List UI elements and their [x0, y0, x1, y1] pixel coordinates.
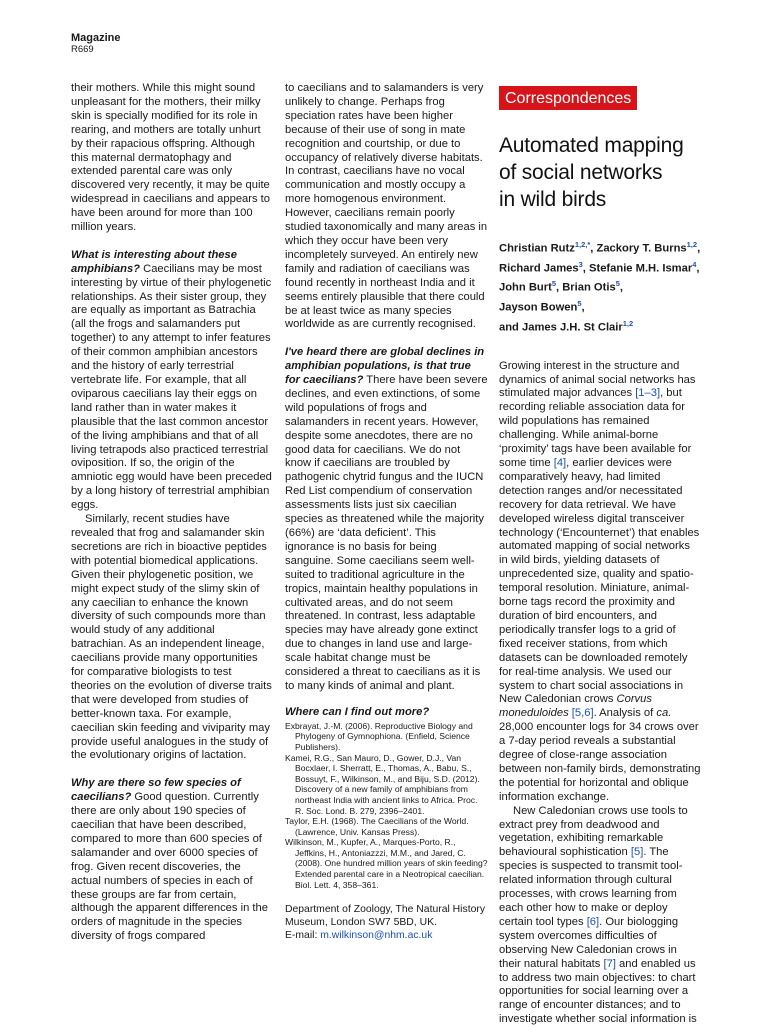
- author-affil-mark[interactable]: 1,2: [622, 318, 634, 328]
- citation-link[interactable]: [5,6]: [571, 707, 594, 720]
- reference-list: [285, 721, 488, 891]
- citation-link[interactable]: [6]: [586, 915, 600, 928]
- author-name: Stefanie M.H. Ismar: [589, 262, 693, 275]
- paragraph: to caecilians and to salamanders is very unlikely to change. Perhaps frog speciation rates have been higher because of their use of song in mate recognition and courtship, or due to occupancy of relatively diverse habitats. In contrast, caecilians have no vocal communication and mostly occupy a more homogenous environment. However, caecilians remain poorly studied taxonomically and many areas in which they occur have been very incompletely surveyed. An entirely new family and radiation of caecilians was found recently in northeast India and it seems entirely plausible that there could be at least twice as many species worldwide as are currently recognised.: [285, 82, 488, 331]
- author-name: Brian Otis: [562, 282, 616, 295]
- abbrev-ca: ca.: [656, 707, 672, 720]
- question-heading: I've heard there are global declines in amphibian populations, is that true for caecilians?: [285, 346, 485, 387]
- email-link[interactable]: m.wilkinson@nhm.ac.uk: [320, 929, 433, 941]
- paragraph: [499, 805, 701, 1027]
- author-name: Richard James: [499, 262, 579, 275]
- species-name: Corvus moneduloides: [499, 693, 652, 720]
- author-affil-mark[interactable]: 5: [577, 299, 582, 309]
- citation-link[interactable]: [5]: [630, 846, 644, 859]
- paragraph: [71, 249, 273, 513]
- paragraph: [71, 777, 273, 944]
- author-affil-mark[interactable]: 1,2: [686, 240, 698, 249]
- text-run: and enabled us to address two main objectives: to chart opportunities for social learning over a range of encounter distances; and to investigate whether social information is: [499, 957, 697, 1026]
- further-reading-heading: Where can I find out more?: [285, 705, 430, 718]
- article-body: [499, 360, 701, 1027]
- column-2: [285, 82, 488, 943]
- author-affil-mark[interactable]: 5: [551, 279, 556, 289]
- answer-text: Good question. Currently there are only about 190 species of caecilian that have been described, compared to more than 600 species of salamander and over 6000 species of frog. Given recent discoveries, the actual numbers of species in each of these groups are far from certain, although the apparent differences in the orders of magnitude in the species diversity of frogs compared: [71, 791, 268, 943]
- citation-link[interactable]: [4]: [553, 457, 567, 470]
- question-heading: What is interesting about these amphibians?: [71, 248, 237, 275]
- paragraph: [499, 360, 701, 805]
- text-run: 28,000 encounter logs for 34 crows over a 7-day period reveals a substantial degree of close-range association between non-family birds, demonstrating the potential for horizontal and oblique information exchange.: [499, 721, 701, 803]
- page-number: R669: [71, 44, 94, 55]
- author-affil-mark[interactable]: 3: [578, 259, 583, 269]
- author-list: Christian Rutz$^{1,2,*}$, Zackory T. Burns$^{1,2}$, Richard James$^3$, Stefanie M.H. Ismar$^4$, John Burt$^5$, Brian Otis$^5$, Jayson Bowen$^5$, and James J.H. St Clair$^{1,2}$: [499, 240, 701, 334]
- reference-item: Wilkinson, M., Kupfer, A., Marques-Porto, R., Jeffkins, H., Antoniazzzi, M.M., and Jared, C. (2008). One hundred million years of skin feeding? Extended parental care in a Neotropical caecilian. Biol. Lett. 4, 358–361.: [285, 837, 488, 890]
- text-run: , but recording reliable association data for wild populations has remained challenging. While animal-borne ‘proximity’ tags have been available for some time: [499, 387, 692, 470]
- paragraph: [285, 346, 488, 694]
- author-conjunction: and: [499, 321, 522, 334]
- author-name: James J.H. St Clair: [522, 321, 623, 334]
- author-name: Jayson Bowen: [499, 301, 578, 314]
- column-1: [71, 82, 273, 944]
- text-run: Growing interest in the structure and dynamics of animal social networks has stimulated major advances: [499, 359, 696, 400]
- reference-item: Taylor, E.H. (1968). The Caecilians of the World. (Lawrence, Univ. Kansas Press).: [285, 816, 469, 837]
- text-run: . The species is suspected to transmit tool-related information through cultural processes, with crows learning from each other how to make or deploy certain tool types: [499, 846, 683, 928]
- text-run: . Our biologging system overcomes difficulties of observing New Caledonian crows in their natural habitats: [499, 915, 679, 970]
- author-affil-mark[interactable]: 4: [692, 259, 697, 269]
- title-line: Automated mapping: [499, 134, 684, 157]
- author-name: Zackory T. Burns: [596, 242, 687, 255]
- author-affiliation: [285, 904, 488, 942]
- title-line: of social networks: [499, 161, 663, 184]
- affiliation-address: Department of Zoology, The Natural History Museum, London SW7 5BD, UK.: [285, 904, 486, 929]
- author-affil-mark[interactable]: 1,2,*: [574, 240, 591, 249]
- answer-text: There have been severe declines, and even extinctions, of some wild populations of frogs and salamanders in recent years. However, despite some anecdotes, there are no good data for caecilians. We do not know if caecilians are troubled by pathogenic chytrid fungus and the IUCN Red List compendium of conservation assessments lists just six caecilian species as threatened while the majority (66%) are ‘data deficient’. This ignorance is no basis for being sanguine. Some caecilians seem well-suited to traditional agriculture in the tropics, maintain healthy populations in cultivated areas, and do not seem threatened. In contrast, less adaptable species may have already gone extinct due to changes in land use and large-scale habitat change must be considered a threat to caecilians as it is to many kinds of animal and plant.: [285, 374, 488, 692]
- section-banner: Correspondences: [499, 86, 637, 110]
- column-3: [499, 82, 701, 1027]
- reference-item: Exbrayat, J.-M. (2006). Reproductive Biology and Phylogeny of Gymnophiona. (Enfield, Science Publishers).: [285, 720, 473, 752]
- citation-link[interactable]: [1–3]: [635, 387, 661, 400]
- text-run: . Analysis of: [593, 707, 657, 720]
- paragraph: their mothers. While this might sound unpleasant for the mothers, their milky skin is specially modified for its role in rearing, and mothers are totally unhurt by their rapacious offspring. Although this maternal dermatophagy and extended parental care was only discovered very recently, it may be quite widespread in caecilians and appears to have been around for more than 100 million years.: [71, 82, 271, 234]
- paragraph: Similarly, recent studies have revealed that frog and salamander skin secretions are rich in bioactive peptides with potential biomedical applications. Given their phylogenetic position, we might expect study of the slimy skin of any caecilian to enhance the known diversity of such compounds more than would study of any additional batrachian. As an independent lineage, caecilians provide many opportunities for comparative biologists to test theories on the evolution of diverse traits that were developed from studies of better-known taxa. For example, caecilian skin feeding and viviparity may provide useful analogues in the study of the evolutionary origins of lactation.: [71, 513, 272, 762]
- journal-section: Magazine: [71, 32, 121, 44]
- text-run: , earlier devices were comparatively heavy, had limited detection ranges and/or necessitated recovery for data retrieval. We have developed wireless digital transceiver technology (‘Encounternet’) that enables automated mapping of social networks in wild birds, yielding datasets of unprecedented size, quality and spatio-temporal resolution. Miniature, animal-borne tags record the proximity and duration of bird encounters, and periodically transfer logs to a grid of fixed receiver stations, from which datasets can be downloaded remotely for real-time analysis. We used our system to chart social associations in New Caledonian crows: [499, 457, 700, 706]
- answer-text: Caecilians may be most interesting by virtue of their phylogenetic relationships. As their sister group, they are equally as important as Batrachia (all the frogs and salamanders put together) to any attempt to infer features of their common amphibian ancestors and the history of early terrestrial vertebrate life. For example, that all oviparous caecilians lay their eggs on land rather than in water makes it plausible that the last common ancestor of the living amphibians and that of all living tetrapods also practiced terrestrial oviposition. If so, the origin of the amniotic egg would have been preceded by a long history of terrestrial amphibian eggs.: [71, 262, 272, 512]
- title-line: in wild birds: [499, 188, 607, 211]
- citation-link[interactable]: [7]: [603, 957, 616, 970]
- author-name: John Burt: [499, 282, 552, 295]
- article-title: [499, 132, 701, 213]
- email-label: E-mail:: [285, 929, 321, 941]
- author-affil-mark[interactable]: 5: [615, 279, 620, 289]
- text-run: New Caledonian crows use tools to extract prey from deadwood and vegetation, exhibiting remarkable behavioural sophistication: [499, 804, 688, 859]
- question-heading: Why are there so few species of caecilians?: [71, 777, 241, 804]
- masthead: [71, 33, 121, 55]
- reference-item: Kamei, R.G., San Mauro, D., Gower, D.J., Van Bocxlaer, I. Sherratt, E., Thomas, A., Babu, S., Bossuyt, F., Wilkinson, M., and Biju, S.D. (2012). Discovery of a new family of amphibians from northeast India with ancient links to Africa. Proc. R. Soc. Lond. B. 279, 2396–2401.: [285, 752, 480, 816]
- author-name: Christian Rutz: [499, 242, 575, 255]
